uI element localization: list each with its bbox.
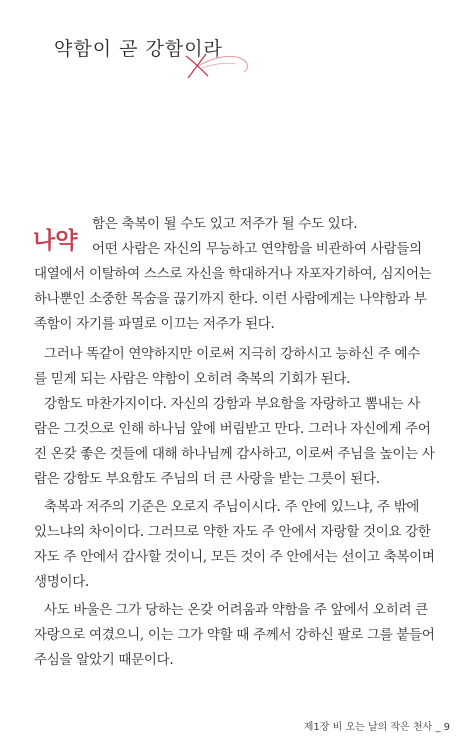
text-line: 자도 주 안에서 감사할 것이니, 모든 것이 주 안에서는 선이고 축복이며 (34, 549, 435, 565)
text-line: 있느냐의 차이이다. 그러므로 약한 자도 주 안에서 자랑할 것이요 강한 (34, 524, 431, 540)
text-line: 하나뿐인 소중한 목숨을 끊기까지 한다. 이런 사람에게는 나약함과 부 (34, 291, 427, 307)
text-line: 진 온갖 좋은 것들에 대해 하나님께 감사하고, 이로써 주님을 높이는 사 (34, 446, 435, 462)
text-line: 를 믿게 되는 사람은 약함이 오히려 축복의 기회가 된다. (34, 371, 351, 387)
text-line: 자랑으로 여겼으니, 이는 그가 약할 때 주께서 강하신 팔로 그를 붙들어 (34, 627, 435, 643)
text-line: 족함이 자기를 파멸로 이끄는 저주가 된다. (34, 316, 275, 332)
text-line: 강함도 마찬가지이다. 자신의 강함과 부요함을 자랑하고 뽐내는 사 (44, 396, 420, 412)
page-title: 약함이 곧 강함이라 (54, 38, 223, 60)
text-line: 어떤 사람은 자신의 무능하고 연약함을 비관하여 사람들의 (92, 241, 422, 257)
text-line: 축복과 저주의 기준은 오로지 주님이시다. 주 안에 있느냐, 주 밖에 (44, 499, 420, 515)
text-line: 람은 그것으로 인해 하나님 앞에 버림받고 만다. 그러나 자신에게 주어 (34, 421, 431, 437)
text-line: 대열에서 이탈하여 스스로 자신을 학대하거나 자포자기하여, 심지어는 (34, 266, 432, 282)
text-line: 함은 축복이 될 수도 있고 저주가 될 수도 있다. (92, 216, 358, 232)
text-line: 그러나 똑같이 연약하지만 이로써 지극히 강하시고 능하신 주 예수 (44, 346, 420, 362)
text-line: 람은 강함도 부요함도 주님의 더 큰 사랑을 받는 그릇이 된다. (34, 471, 380, 487)
page-footer: 제1장 비 오는 날의 작은 천사 _ 9 (303, 722, 450, 733)
text-line: 사도 바울은 그가 당하는 온갖 어려움과 약함을 주 앞에서 오히려 큰 (44, 602, 428, 618)
pink-cross-scribble-icon (178, 48, 254, 88)
text-line: 주심을 알았기 때문이다. (34, 652, 174, 668)
text-line: 생명이다. (34, 574, 89, 590)
drop-cap: 나약 (33, 228, 78, 254)
